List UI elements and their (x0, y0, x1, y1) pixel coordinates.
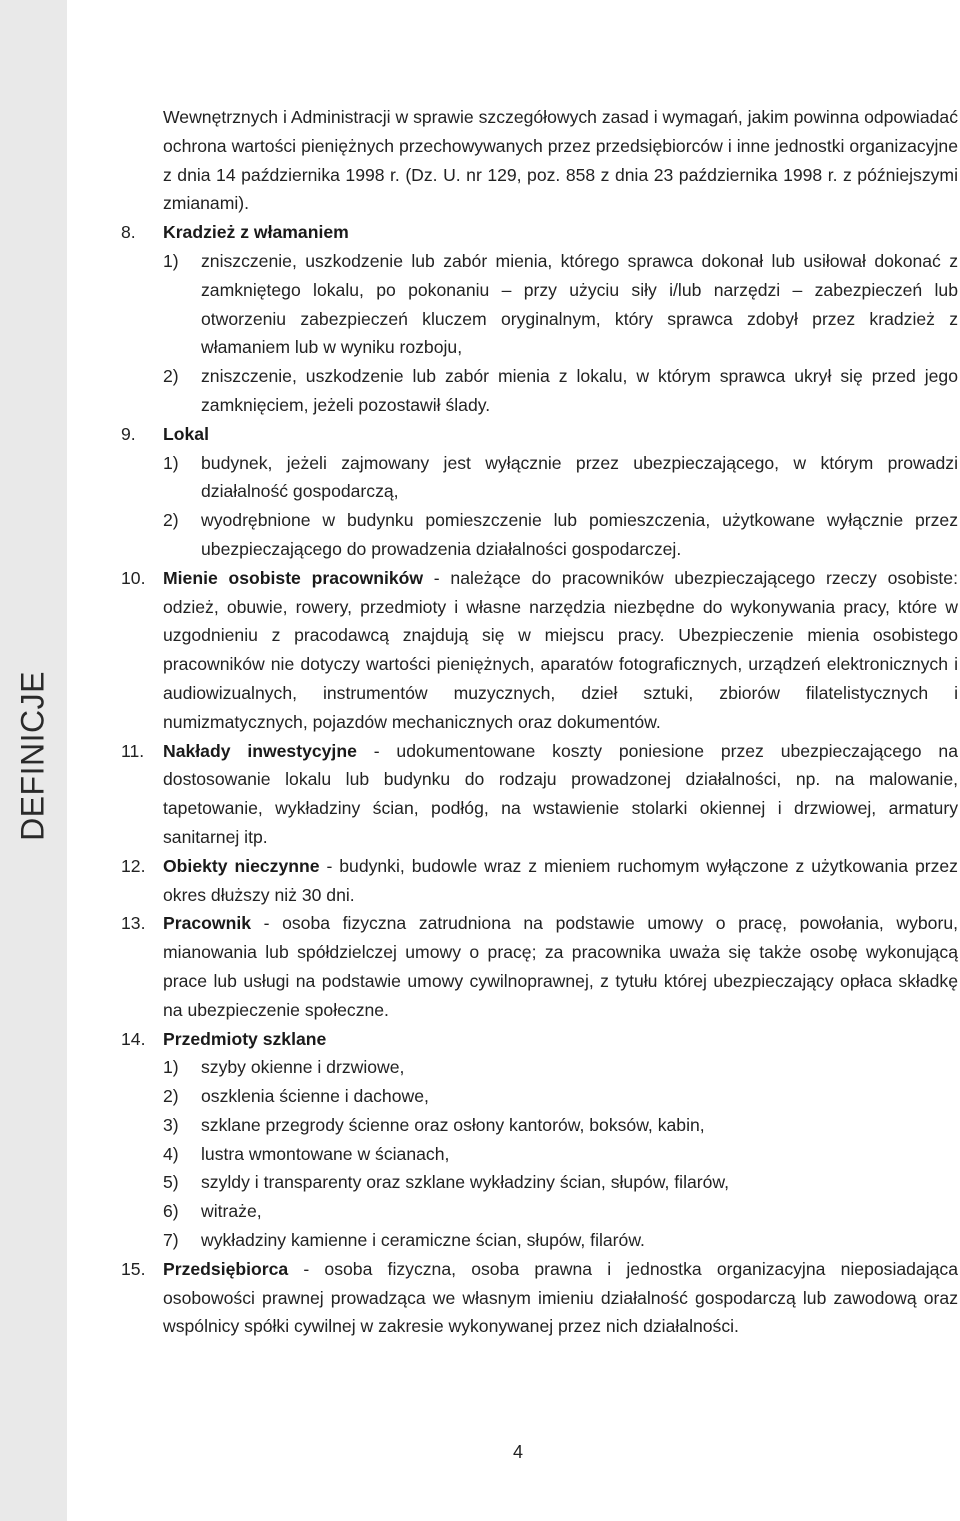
item-number: 15. (121, 1258, 146, 1279)
page-number: 4 (512, 1442, 523, 1462)
subitem-text: szyldy i transparenty oraz szklane wykładziny ścian, słupów, filarów, (201, 1172, 730, 1193)
definition-term: Nakłady inwestycyjne (163, 740, 357, 761)
subitem-text: budynek, jeżeli zajmowany jest wyłącznie przez ubezpieczającego, w którym prowadzi działalność gospodarczą, (201, 452, 958, 502)
subitem-text: wyodrębnione w budynku pomieszczenie lub pomieszczenia, użytkowane wyłącznie przez ubezpieczającego do prowadzenia działalności gospodarczej. (201, 510, 958, 559)
subitem (163, 1140, 958, 1169)
side-band (0, 0, 67, 1521)
subitem-text: szyby okienne i drzwiowe, (201, 1057, 405, 1078)
subitem-number: 4) (163, 1143, 179, 1164)
definition-text: - udokumentowane koszty poniesione przez ubezpieczającego na dostosowanie lokalu lub budynku do rodzaju prowadzonej działalności, np. na malowanie, tapetowanie, wykładziny ścian, podłóg, na wstawienie stolarki okiennej i drzwiowej, armatury sanitarnej itp. (163, 740, 958, 847)
definition-term: Przedmioty szklane (163, 1028, 327, 1049)
subitem (163, 362, 958, 420)
definition-term: Kradzież z włamaniem (163, 222, 349, 243)
definition-13 (121, 909, 958, 1024)
definition-10 (121, 564, 958, 737)
subitem-text: szklane przegrody ścienne oraz osłony kantorów, boksów, kabin, (201, 1114, 705, 1135)
definition-15 (121, 1255, 958, 1341)
subitem (163, 247, 958, 362)
definition-text: - osoba fizyczna, osoba prawna i jednostka organizacyjna nieposiadająca osobowości prawnej prowadząca we własnym imieniu działalność gospodarczą lub zawodową oraz wspólnicy spółki cywilnej w zakresie wykonywanej przez nich działalności. (163, 1258, 958, 1337)
subitem (163, 1168, 958, 1197)
definition-9 (121, 420, 958, 564)
item-number: 14. (121, 1028, 146, 1049)
subitem-number: 6) (163, 1201, 179, 1222)
subitem-number: 3) (163, 1114, 179, 1135)
subitem-text: witraże, (201, 1201, 262, 1222)
subitem (163, 1226, 958, 1255)
definition-11 (121, 737, 958, 852)
item-number: 8. (121, 222, 136, 243)
subitem-number: 1) (163, 1057, 179, 1078)
subitem (163, 449, 958, 507)
subitem (163, 506, 958, 564)
intro-paragraph: Wewnętrznych i Administracji w sprawie szczegółowych zasad i wymagań, jakim powinna odpowiadać ochrona wartości pieniężnych przechowywanych przez przedsiębiorców i inne jednostki organizacyjne z dnia 14 października 1998 r. (Dz. U. nr 129, poz. 858 z dnia 23 października 1998 r. z późniejszymi zmianami). (163, 107, 958, 214)
definition-text: - budynki, budowle wraz z mieniem ruchomym wyłączone z użytkowania przez okres dłuższy niż 30 dni. (163, 855, 958, 905)
definition-term: Pracownik (163, 913, 252, 934)
item-number: 9. (121, 423, 136, 444)
subitem-text: oszklenia ścienne i dachowe, (201, 1086, 429, 1107)
item-number: 10. (121, 567, 146, 588)
definition-term: Przedsiębiorca (163, 1258, 289, 1279)
subitem (163, 1082, 958, 1111)
definition-term: Obiekty nieczynne (163, 855, 320, 876)
subitem-text: lustra wmontowane w ścianach, (201, 1143, 450, 1164)
subitem-number: 2) (163, 1086, 179, 1107)
subitem-number: 1) (163, 250, 179, 271)
subitem (163, 1111, 958, 1140)
subitem-number: 7) (163, 1230, 179, 1251)
subitem-number: 2) (163, 510, 179, 531)
subitem-number: 5) (163, 1172, 179, 1193)
definition-12 (121, 852, 958, 910)
subitem-text: zniszczenie, uszkodzenie lub zabór mienia z lokalu, w którym sprawca ukrył się przed jego zamknięciem, jeżeli pozostawił ślady. (201, 366, 958, 415)
item-number: 13. (121, 913, 146, 934)
definition-8 (121, 218, 958, 420)
subitem-number: 1) (163, 452, 179, 473)
definition-term: Lokal (163, 423, 209, 444)
item-number: 12. (121, 855, 146, 876)
document-body (121, 103, 958, 1341)
definition-term: Mienie osobiste pracowników (163, 567, 424, 588)
subitem (163, 1197, 958, 1226)
item-number: 11. (121, 740, 145, 761)
subitem-number: 2) (163, 366, 179, 387)
section-label: DEFINICJE (14, 671, 51, 841)
definition-text: - należące do pracowników ubezpieczającego rzeczy osobiste: odzież, obuwie, rowery, przedmioty i własne narzędzia niezbędne do wykonywania pracy, które w uzgodnieniu z pracodawcą znajdują się w miejscu pracy. Ubezpieczenie mienia osobistego pracowników nie dotyczy wartości pieniężnych, aparatów fotograficznych, urządzeń elektronicznych i audiowizualnych, instrumentów muzycznych, dzieł sztuki, zbiorów filatelistycznych i numizmatycznych, pojazdów mechanicznych oraz dokumentów. (163, 567, 958, 732)
subitem (163, 1053, 958, 1082)
subitem-text: zniszczenie, uszkodzenie lub zabór mienia, którego sprawca dokonał lub usiłował dokonać z zamkniętego lokalu, po pokonaniu – przy użyciu siły i/lub narzędzi – zabezpieczeń lub otworzeniu zabezpieczeń kluczem oryginalnym, który sprawca zdobył przez kradzież z włamaniem lub w wyniku rozboju, (201, 250, 958, 358)
definition-text: - osoba fizyczna zatrudniona na podstawie umowy o pracę, powołania, wyboru, mianowania lub spółdzielczej umowy o pracę; za pracownika uważa się także osobę wykonującą prace lub usługi na podstawie umowy cywilnoprawnej, z tytułu której ubezpieczający opłaca składkę na ubezpieczenie społeczne. (163, 913, 958, 1020)
definition-14 (121, 1025, 958, 1255)
subitem-text: wykładziny kamienne i ceramiczne ścian, słupów, filarów. (201, 1230, 645, 1251)
